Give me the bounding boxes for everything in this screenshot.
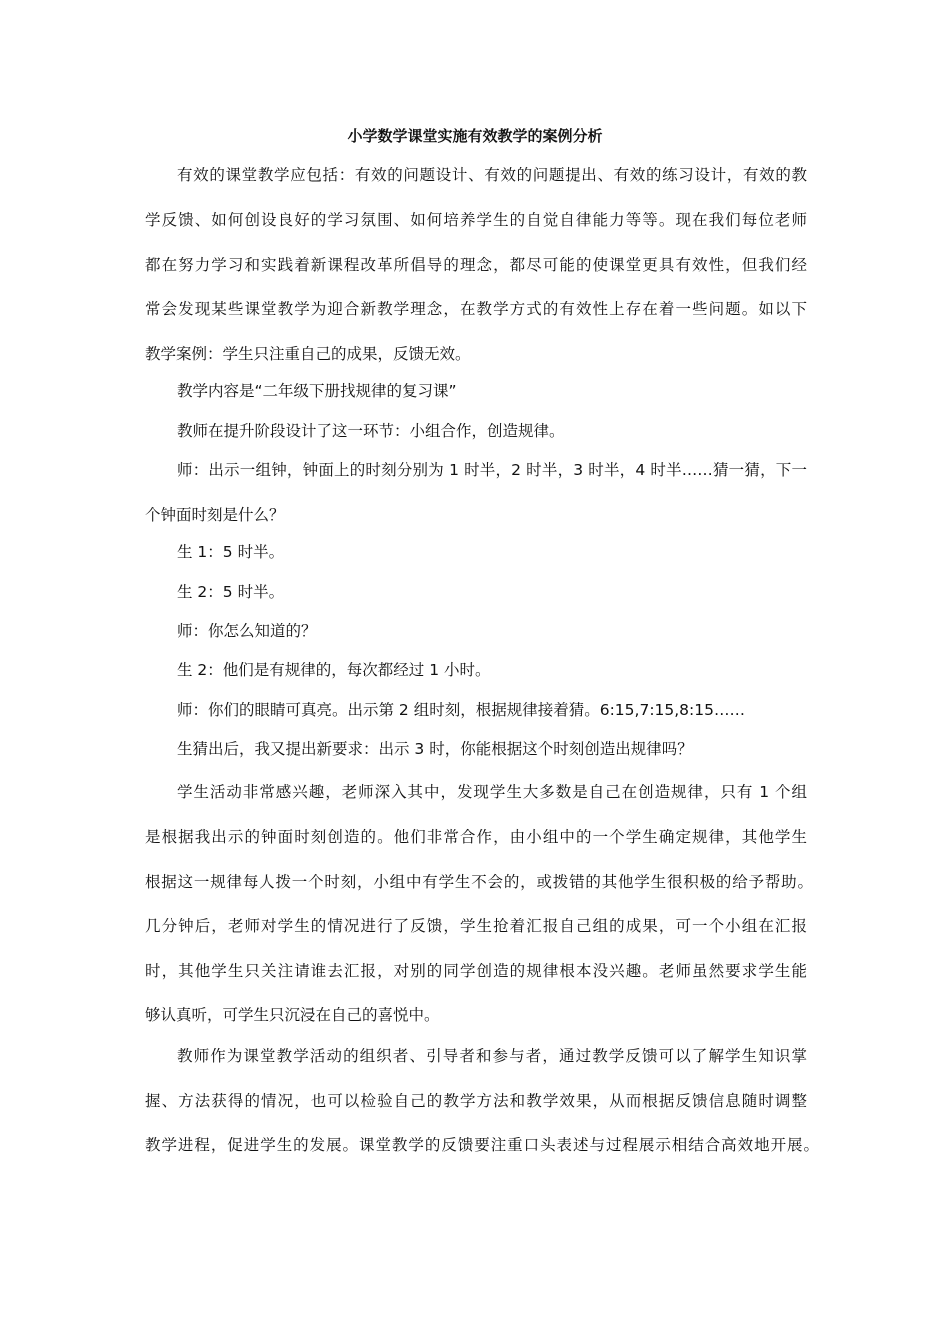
text-line: 师：你们的眼睛可真亮。出示第 2 组时刻，根据规律接着猜。6:15,7:15,8:15……	[177, 701, 745, 719]
text-line: 师：出示一组钟，钟面上的时刻分别为 1 时半，2 时半，3 时半，4 时半……猜一猜，下一	[177, 461, 807, 479]
text-line: 都在努力学习和实践着新课程改革所倡导的理念，都尽可能的使课堂更具有效性，但我们经	[145, 256, 807, 274]
text-line: 生 2：他们是有规律的，每次都经过 1 小时。	[177, 661, 491, 679]
text-line: 是根据我出示的钟面时刻创造的。他们非常合作，由小组中的一个学生确定规律，其他学生	[145, 828, 807, 846]
text-line: 学生活动非常感兴趣，老师深入其中，发现学生大多数是自己在创造规律，只有 1 个组	[177, 783, 807, 801]
text-line: 根据这一规律每人拨一个时刻，小组中有学生不会的，或拨错的其他学生很积极的给予帮助。	[145, 873, 813, 891]
text-line: 够认真听，可学生只沉浸在自己的喜悦中。	[145, 1006, 440, 1024]
text-line: 个钟面时刻是什么？	[145, 506, 285, 524]
text-line: 生猜出后，我又提出新要求：出示 3 时，你能根据这个时刻创造出规律吗？	[177, 740, 693, 758]
text-line: 握、方法获得的情况，也可以检验自己的教学方法和教学效果，从而根据反馈信息随时调整	[145, 1092, 807, 1110]
text-line: 教学案例：学生只注重自己的成果，反馈无效。	[145, 345, 471, 363]
text-line: 有效的课堂教学应包括：有效的问题设计、有效的问题提出、有效的练习设计，有效的教	[177, 166, 807, 184]
text-line: 几分钟后，老师对学生的情况进行了反馈，学生抢着汇报自己组的成果，可一个小组在汇报	[145, 917, 807, 935]
text-line: 生 2：5 时半。	[177, 583, 285, 601]
text-line: 师：你怎么知道的？	[177, 622, 317, 640]
text-line: 学反馈、如何创设良好的学习氛围、如何培养学生的自觉自律能力等等。现在我们每位老师	[145, 211, 807, 229]
document-title: 小学数学课堂实施有效教学的案例分析	[347, 127, 603, 145]
text-line: 时，其他学生只关注请谁去汇报，对别的同学创造的规律根本没兴趣。老师虽然要求学生能	[145, 962, 807, 980]
text-line: 教学内容是“二年级下册找规律的复习课”	[177, 382, 457, 400]
text-line: 教师作为课堂教学活动的组织者、引导者和参与者，通过教学反馈可以了解学生知识掌	[177, 1047, 807, 1065]
text-line: 教学进程，促进学生的发展。课堂教学的反馈要注重口头表述与过程展示相结合高效地开展。	[145, 1136, 819, 1154]
text-line: 常会发现某些课堂教学为迎合新教学理念，在教学方式的有效性上存在着一些问题。如以下	[145, 300, 807, 318]
text-line: 生 1：5 时半。	[177, 543, 285, 561]
text-line: 教师在提升阶段设计了这一环节：小组合作，创造规律。	[177, 422, 565, 440]
